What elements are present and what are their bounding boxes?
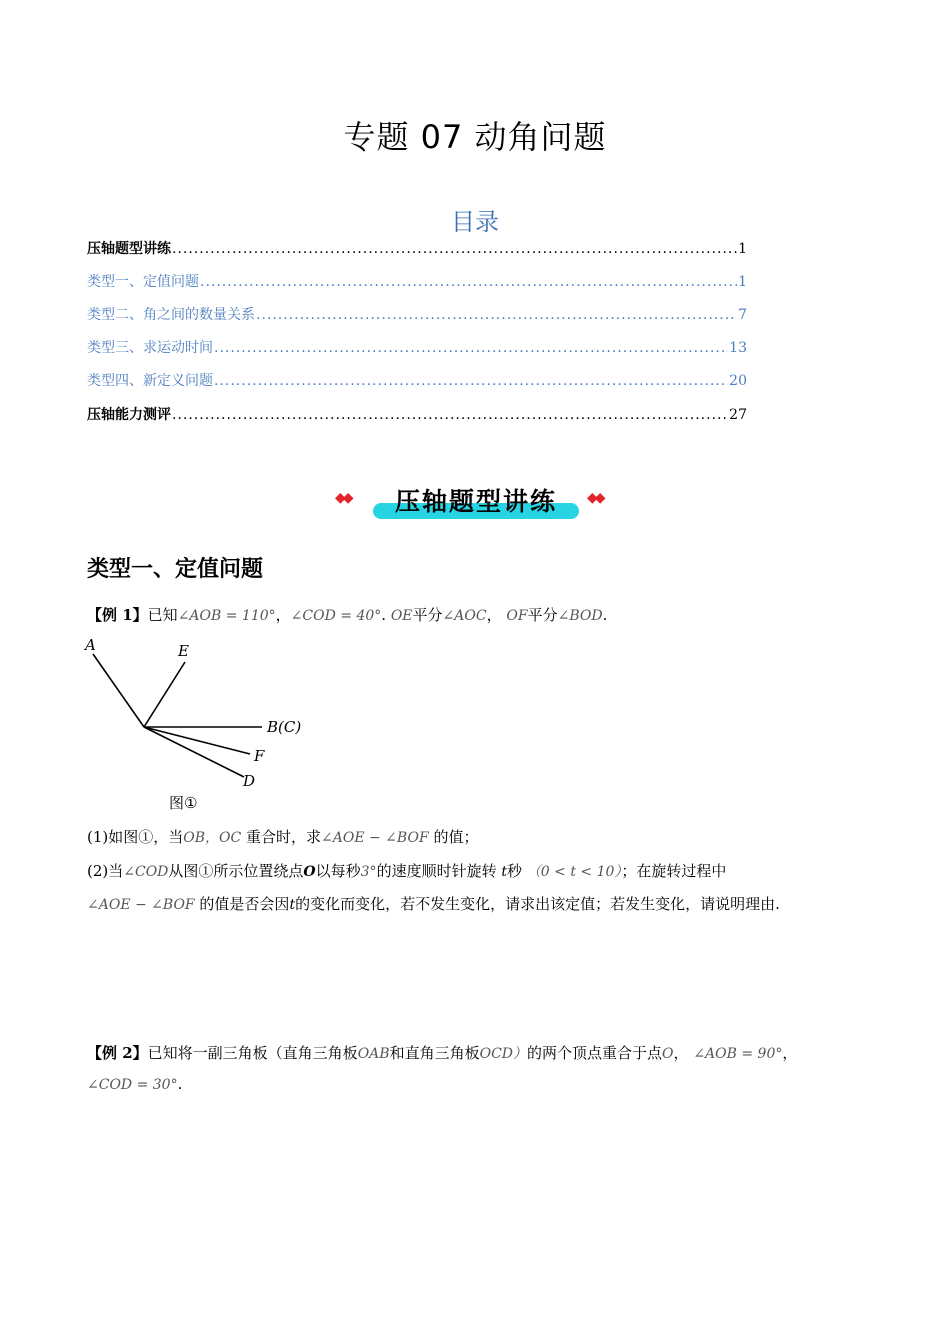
math: （0 < t < 10）: [526, 864, 622, 880]
example2-statement-line-1: [87, 1042, 797, 1063]
toc-entry-label: 类型一、定值问题: [87, 274, 199, 290]
text: ，: [275, 606, 291, 624]
toc-entry-page: 7: [738, 307, 747, 323]
toc-leader: [172, 407, 728, 423]
text: .: [602, 606, 608, 624]
text: 的速度顺时针旋转: [376, 862, 497, 880]
math: t: [289, 897, 296, 913]
text: 已知: [147, 606, 178, 624]
math: ∠COD: [123, 864, 169, 880]
figure-caption: 图①: [169, 794, 198, 812]
question-2-line-1: [87, 860, 726, 881]
ray-OD: [144, 727, 244, 777]
example2-statement-line-2: [87, 1075, 182, 1093]
diamond-icon-right: ◆◆: [587, 490, 603, 506]
toc-entry-label: 类型三、求运动时间: [87, 340, 213, 356]
label-BC: B(C): [267, 718, 302, 736]
text: 从图①所示位置绕点: [168, 862, 304, 880]
text: 的两个顶点重合于点: [527, 1044, 663, 1062]
toc-leader: [172, 241, 737, 257]
text: (1)如图①，当: [87, 828, 184, 846]
math: ∠AOB = 110°: [177, 608, 276, 624]
toc-entry-page: 13: [729, 340, 747, 356]
text: (2)当: [87, 862, 124, 880]
text: 平分: [412, 606, 443, 624]
angle-diagram: [84, 634, 324, 814]
text: 和直角三角板: [389, 1044, 480, 1062]
toc-leader: [256, 307, 737, 323]
toc-entry-2[interactable]: [87, 271, 747, 291]
math: OB，OC: [183, 830, 242, 846]
text: 重合时，求: [246, 828, 322, 846]
toc-entry-page: 20: [729, 373, 747, 389]
toc-leader: [214, 340, 728, 356]
label-F: F: [254, 747, 265, 765]
text: ，: [782, 1044, 798, 1062]
text: 已知将一副三角板（直角三角板: [147, 1044, 358, 1062]
toc-entry-label: 类型二、角之间的数量关系: [87, 307, 255, 323]
math: ∠AOC: [442, 608, 487, 624]
question-1: [87, 826, 478, 847]
math: ∠AOB = 90°: [693, 1046, 783, 1062]
toc-entry-label: 压轴能力测评: [87, 407, 171, 423]
math: OE: [390, 608, 413, 624]
math: O: [662, 1046, 674, 1062]
text: 以每秒: [315, 862, 361, 880]
math: t: [501, 864, 507, 880]
example1-statement: [87, 604, 607, 625]
toc-entry-page: 1: [738, 241, 747, 257]
text: .: [177, 1075, 183, 1093]
math: ∠COD = 30°: [87, 1077, 178, 1093]
toc-entry-1[interactable]: [87, 238, 747, 258]
math: OF: [506, 608, 528, 624]
toc-leader: [200, 274, 737, 290]
math: ∠BOD: [557, 608, 603, 624]
section-banner: [335, 482, 620, 522]
math: O: [303, 864, 316, 880]
example-tag: 【例 2】: [87, 1044, 148, 1062]
ray-OA: [93, 654, 144, 727]
label-D: D: [243, 772, 256, 790]
diamond-icon-left: ◆◆: [335, 490, 351, 506]
text: ，: [486, 606, 502, 624]
ray-OE: [144, 662, 185, 727]
text: ；在旋转过程中: [621, 862, 727, 880]
text: 的变化而变化，若不发生变化，请求出该定值；若发生变化，请说明理由.: [295, 895, 780, 913]
section-heading: 类型一、定值问题: [87, 557, 264, 582]
math: ∠AOE − ∠BOF: [87, 897, 195, 913]
text: 的值是否会因: [199, 895, 290, 913]
toc-entry-4[interactable]: [87, 337, 747, 357]
toc-heading: 目录: [451, 208, 499, 236]
math: ∠AOE − ∠BOF: [321, 830, 429, 846]
text: 秒: [507, 862, 523, 880]
text: .: [381, 606, 387, 624]
math: OAB: [357, 1046, 390, 1062]
ray-OF: [144, 727, 250, 754]
text: ，: [673, 1044, 689, 1062]
banner-text: 压轴题型讲练: [394, 487, 557, 516]
label-A: A: [85, 636, 96, 654]
label-E: E: [178, 642, 189, 660]
question-2-line-2: [87, 893, 780, 914]
text: 平分: [527, 606, 558, 624]
toc-entry-page: 1: [738, 274, 747, 290]
angle-figure: [84, 634, 324, 814]
example-tag: 【例 1】: [87, 606, 148, 624]
text: 的值；: [433, 828, 479, 846]
page-title: 专题 07 动角问题: [343, 118, 607, 156]
toc-entry-5[interactable]: [87, 370, 747, 390]
math: ∠COD = 40°: [290, 608, 382, 624]
toc-leader: [214, 373, 728, 389]
math: 3°: [360, 864, 377, 880]
math: OCD）: [479, 1046, 528, 1062]
toc-entry-label: 类型四、新定义问题: [87, 373, 213, 389]
toc-entry-3[interactable]: [87, 304, 747, 324]
toc-entry-label: 压轴题型讲练: [87, 241, 171, 257]
toc-entry-page: 27: [729, 407, 747, 423]
toc-entry-6[interactable]: [87, 404, 747, 424]
